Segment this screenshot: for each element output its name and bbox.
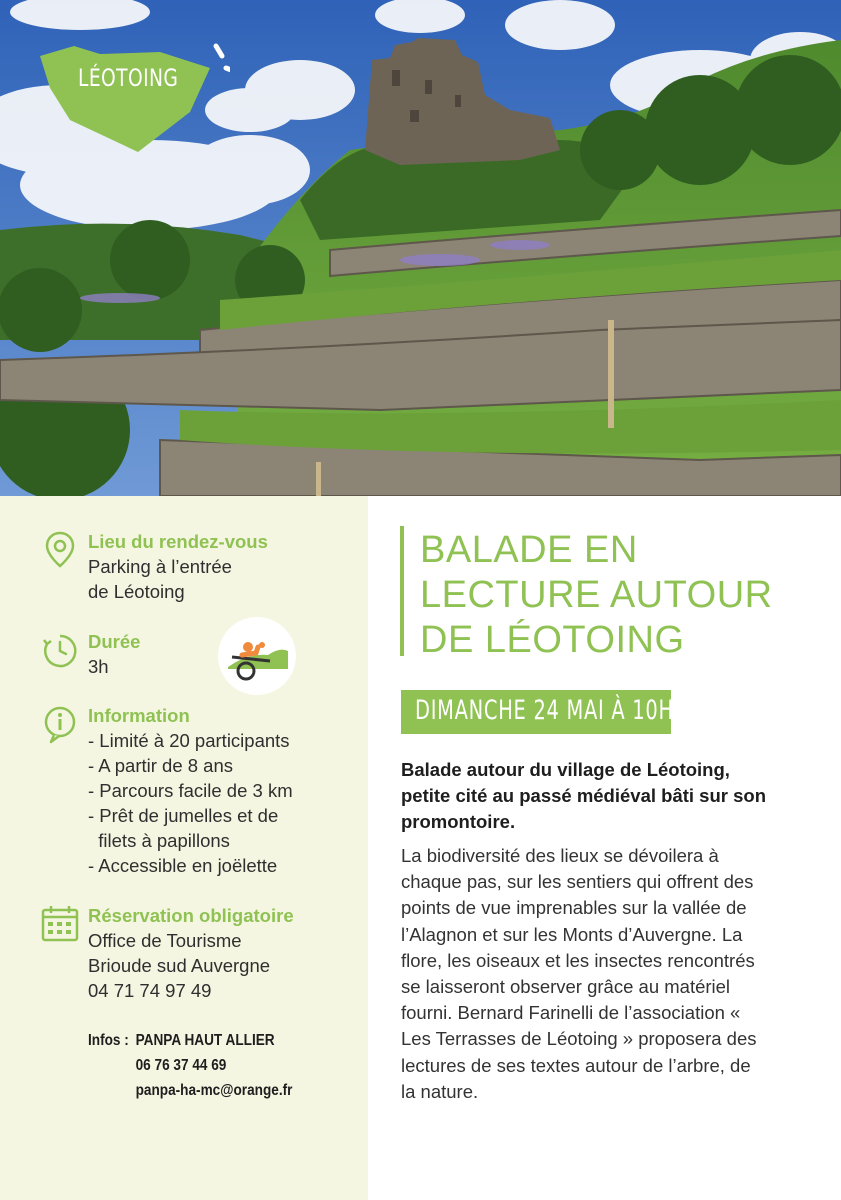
information-title: Information [88, 705, 190, 726]
information-line: filets à papillons [88, 830, 230, 851]
stopwatch-icon [40, 630, 80, 670]
meeting-point-title: Lieu du rendez-vous [88, 531, 268, 552]
event-description-line: fourni. Bernard Farinelli de l’association « [401, 1002, 741, 1024]
infos-email[interactable]: panpa-ha-mc@orange.fr [135, 1082, 293, 1099]
location-pin-icon [40, 530, 80, 570]
event-lead-line: petite cité au passé médiéval bâti sur son [401, 785, 766, 806]
event-description [401, 843, 821, 1105]
meeting-point-line: de Léotoing [88, 581, 185, 602]
location-badge-shape [40, 40, 230, 160]
event-description-line: points de vue imprenables sur la vallée de [401, 897, 747, 919]
event-description-line: chaque pas, sur les sentiers qui offrent des [401, 871, 754, 893]
event-date: DIMANCHE 24 MAI À 10H [415, 695, 674, 726]
duration-value: 3h [88, 656, 109, 677]
information-line: - Accessible en joëlette [88, 855, 278, 876]
sparkle-icon [216, 46, 230, 72]
event-title [420, 528, 820, 663]
infos-label: Infos : [88, 1032, 129, 1049]
calendar-icon [40, 904, 80, 944]
infos-contact [88, 1028, 292, 1103]
info-icon [40, 704, 80, 744]
event-description-line: Les Terrasses de Léotoing » proposera des [401, 1028, 757, 1050]
event-lead [401, 757, 811, 835]
information-line: - A partir de 8 ans [88, 755, 234, 776]
event-description-line: flore, les oiseaux et les insectes rencontrés [401, 949, 755, 971]
event-description-line: l’Alagnon et sur les Monts d’Auvergne. La [401, 923, 743, 945]
location-badge-label: LÉOTOING [78, 64, 179, 92]
event-lead-line: Balade autour du village de Léotoing, [401, 759, 730, 780]
information-line: - Prêt de jumelles et de [88, 805, 279, 826]
infos-phone: 06 76 37 44 69 [135, 1057, 227, 1074]
reservation-line: Brioude sud Auvergne [88, 955, 271, 976]
hero-photo [0, 0, 841, 496]
duration-title: Durée [88, 631, 141, 652]
event-title-line: DE LÉOTOING [420, 619, 685, 661]
title-accent-bar [400, 526, 404, 656]
hiking-wheelchair-badge [218, 617, 296, 695]
reservation-line: Office de Tourisme [88, 930, 242, 951]
event-description-line: lectures de ses textes autour de l’arbre, de [401, 1054, 751, 1076]
event-title-line: BALADE EN [420, 529, 638, 571]
event-title-line: LECTURE AUTOUR [420, 574, 773, 616]
information-line: - Parcours facile de 3 km [88, 780, 293, 801]
event-lead-line: promontoire. [401, 811, 516, 832]
joelette-icon [218, 617, 296, 695]
reservation-phone: 04 71 74 97 49 [88, 980, 212, 1001]
event-description-line: La biodiversité des lieux se dévoilera à [401, 845, 719, 866]
reservation-title: Réservation obligatoire [88, 905, 294, 926]
event-description-line: la nature. [401, 1080, 479, 1102]
information-line: - Limité à 20 participants [88, 730, 290, 751]
infos-organisation: PANPA HAUT ALLIER [135, 1032, 275, 1049]
event-description-line: se laisseront observer grâce au matériel [401, 976, 731, 998]
meeting-point-line: Parking à l’entrée [88, 556, 232, 577]
